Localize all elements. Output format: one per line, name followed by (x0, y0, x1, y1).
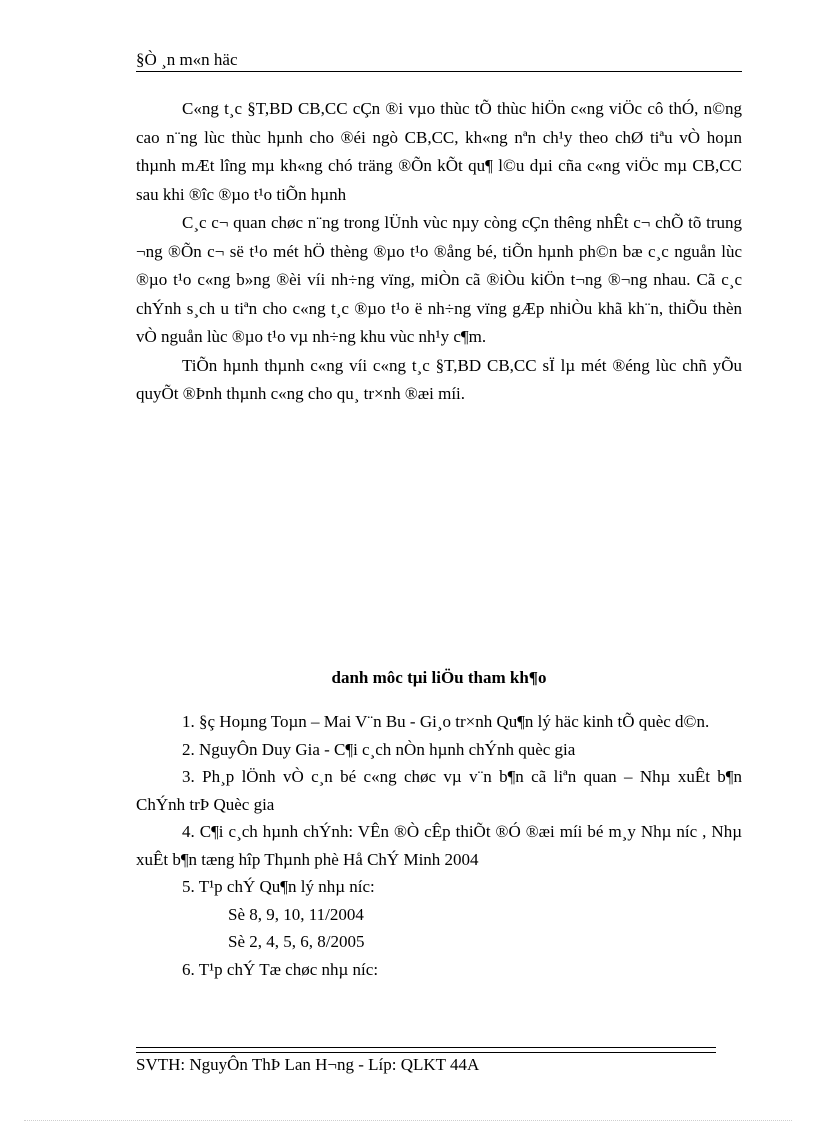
body-text (136, 95, 742, 409)
reference-item: 6. T¹p chÝ Tæ chøc nhµ níc: (182, 959, 379, 979)
footer-rule (136, 1047, 716, 1053)
reference-item: 4. C¶i c¸ch hµnh chÝnh: VÊn ®Ò cÊp thiÕt ®Ó ®æi míi bé m¸y Nhµ níc , Nhµ xuÊt b¶n tæng hîp Thµnh phè Hå ChÝ Minh 2004 (136, 822, 742, 869)
paragraph: C¸c c¬ quan chøc n¨ng trong lÜnh vùc nµy còng cÇn thêng nhÊt c¬ chÕ tõ trung ¬ng ®Õn c¬ së t¹o mét hÖ thèng ®µo t¹o ®ång bé, tiÕn hµnh ph©n bæ c¸c nguån lùc ®µo t¹o c«ng b»ng ®èi víi nh÷ng vïng, miÒn cã ®iÒu kiÖn t¬ng ®¬ng nhau. Cã c¸c chÝnh s¸ch u tiªn cho c«ng t¸c ®µo t¹o ë nh÷ng vïng gÆp nhiÒu khã kh¨n, thiÕu thèn vÒ nguån lùc ®µo t¹o vµ nh÷ng khu vùc nh¹y c¶m. (136, 213, 742, 346)
reference-subitem: Sè 2, 4, 5, 6, 8/2005 (228, 932, 365, 951)
references-title: danh môc tµi liÖu tham kh¶o (331, 668, 547, 687)
page-footer: SVTH: NguyÔn ThÞ Lan H¬ng - Líp: QLKT 44A (136, 1055, 480, 1074)
reference-item: 1. §ç Hoµng Toµn – Mai V¨n Bu - Gi¸o tr×nh Qu¶n lý häc kinh tÕ quèc d©n. (182, 712, 710, 731)
reference-item: 5. T¹p chÝ Qu¶n lý nhµ níc: (182, 877, 375, 896)
header-rule (136, 71, 742, 72)
references-list (136, 708, 742, 983)
paragraph: C«ng t¸c §T,BD CB,CC cÇn ®i vµo thùc tÕ thùc hiÖn c«ng viÖc cô thÓ, n©ng cao n¨ng lùc thùc hµnh cho ®éi ngò CB,CC, kh«ng nªn ch¹y theo chØ tiªu vÒ hoµn thµnh mÆt lîng mµ kh«ng chó träng ®Õn kÕt qu¶ l©u dµi cña c«ng viÖc mµ CB,CC sau khi ®îc ®µo t¹o tiÕn hµnh (136, 99, 742, 204)
reference-item: 3. Ph¸p lÖnh vÒ c¸n bé c«ng chøc vµ v¨n b¶n cã liªn quan – Nhµ xuÊt b¶n ChÝnh trÞ Quèc gia (136, 767, 742, 814)
page-header: §Ò ¸n m«n häc (136, 50, 238, 69)
reference-subitem: Sè 8, 9, 10, 11/2004 (228, 904, 364, 924)
paragraph: TiÕn hµnh thµnh c«ng víi c«ng t¸c §T,BD CB,CC sÏ lµ mét ®éng lùc chñ yÕu quyÕt ®Þnh thµnh c«ng cho qu¸ tr×nh ®æi míi. (136, 355, 742, 403)
reference-item: 2. NguyÔn Duy Gia - C¶i c¸ch nÒn hµnh chÝnh quèc gia (182, 739, 576, 759)
page-edge-divider (24, 1120, 792, 1121)
